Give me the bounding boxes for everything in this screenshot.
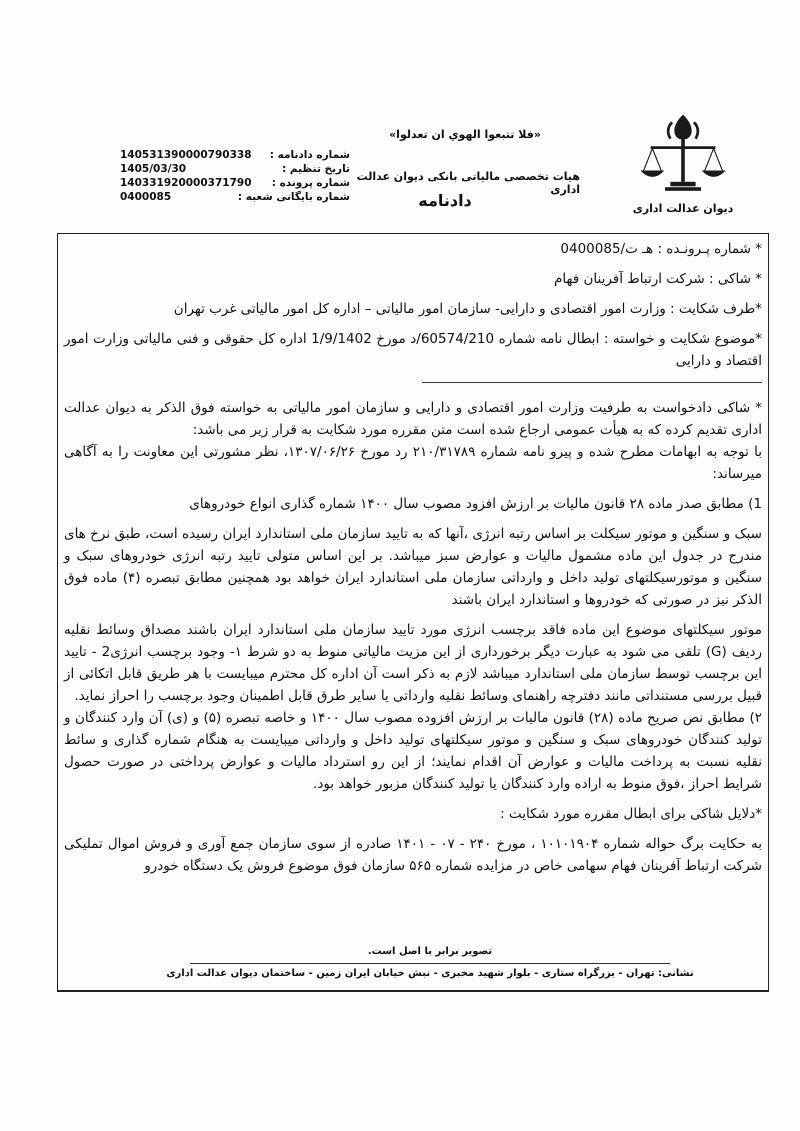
basmala-verse: «فلا تتبعوا الهوي ان تعدلوا»: [389, 128, 541, 141]
meta-label: شماره بایگانی شعبه :: [237, 191, 350, 203]
meta-row-date: [120, 162, 350, 176]
section-divider: [422, 382, 762, 383]
case-subject: *موضوع شکایت و خواسته : ابطال نامه شماره 60574/210/د مورخ 1/9/1402 اداره کل حقوقی و فنی مالیاتی وزارت امور اقتصاد و دارایی: [64, 331, 762, 369]
body-intro: * شاکی دادخواست به طرفیت وزارت امور اقتصادی و دارایی و سازمان امور مالیاتی به خواسته فوق الذکر به دیوان عدالت اداری تقدیم کرده که به هیأت عمومی ارجاع شده است متن مقرره مورد شکایت به قرار زیر می باشد:: [64, 400, 762, 439]
meta-label: شماره دادنامه :: [269, 149, 350, 161]
meta-label: تاریخ تنظیم :: [282, 163, 350, 175]
page-footer: [150, 946, 710, 979]
meta-value: 140531390000790338: [120, 149, 252, 161]
paragraph-1-continued: موتور سیکلتهای موضوع این ماده فاقد برچسب انرژی مورد تایید سازمان ملی استاندارد ایران باشند مصداق وسائط نقلیه ردیف (G) تلقی می شود به عبارت دیگر برخورداری از این مزیت مالیاتی منوط به دو شرط ۱- وجود برچسب انرژی2 - تایید این برچسب توسط سازمان ملی استاندارد میباشد لازم به ذکر است آن اداره کل محترم میبایست با هر طریق قابل اتکائی از قبیل بررسی مستنداتی مانند دفترچه راهنمای وسائط نقلیه وارداتی یا سایر طرق قابل اطمینان وجود برچسب را احراز نماید.: [64, 622, 762, 705]
meta-row-verdict-number: [120, 148, 350, 162]
footer-divider: [190, 963, 670, 964]
court-address: نشانی: تهران - بزرگراه ستاری - بلوار شهید مخبری - نبش خیابان ایران زمین - ساختمان دیوان عدالت اداری: [166, 968, 694, 979]
meta-value: 0400085: [120, 191, 172, 203]
case-file-number: * شماره پـرونـده : هـ ت/0400085: [560, 241, 762, 257]
document-body: [64, 238, 762, 877]
frame-bottom-rule: [57, 990, 769, 992]
body-reference: با توجه به ابهامات مطرح شده و پیرو نامه شماره ۲۱۰/۳۱۷۸۹ رد مورخ ۱۳۰۷/۰۶/۲۶، نظر مشورتی این معاونت را به آگاهی میرساند:: [64, 444, 762, 483]
paragraph-2: ۲) مطابق نص صریح ماده (۲۸) قانون مالیات بر ارزش افزوده مصوب سال ۱۴۰۰ و خاصه تبصره (۵) و (ی) آن وارد کنندگان و تولید کنندگان خودروهای سبک و سنگین و موتور سیکلتهای تولید داخل و وارداتی میبایست به هنگام شماره گذاری و سائط نقلیه نسبت به پرداخت مالیات و عوارض آن اقدام نمایند؛ از این رو استرداد مالیات و عوارض پرداختی در صورت حصول شرایط احراز ،فوق منوط به اراده وارد کنندگان یا تولید کنندگان مزبور خواهد بود.: [64, 710, 763, 793]
reasons-heading: *دلایل شاکی برای ابطال مقرره مورد شکایت :: [500, 806, 762, 823]
court-name: دیوان عدالت اداری: [632, 202, 734, 215]
meta-row-archive-number: [120, 190, 350, 204]
case-metadata: [120, 148, 350, 204]
board-title: هیات تخصصی مالیاتی بانکی دیوان عدالت اداری: [356, 170, 580, 196]
scales-of-justice-icon: [638, 108, 728, 198]
certified-copy-note: تصویر برابر با اصل است.: [367, 946, 493, 957]
meta-row-file-number: [120, 176, 350, 190]
meta-value: 1405/03/30: [120, 163, 187, 175]
document-type-title: دادنامه: [418, 191, 472, 210]
paragraph-1-body: سبک و سنگین و موتور سیکلت بر اساس رتبه انرژی ،آنها که به تایید سازمان ملی استاندارد ایران رسیده است، طبق نرخ های مندرج در جدول این ماده مشمول مالیات و عوارض سبز میباشد. بر این اساس متولی تایید رتبه انرژی خودروهای سبک و سنگین و موتورسیکلتهای تولید داخل و وارداتی سازمان ملی استاندارد ایران خواهد بود همچنین مطابق تبصره (۴) ماده فوق الذکر نیز در صورتی که خودروها و استاندارد ایران باشند: [64, 526, 762, 609]
reasons-text: به حکایت برگ حواله شماره ۱۰۱۰۱۹۰۴ ، مورخ ۲۴۰ - ۰۷ - ۱۴۰۱ صادره از سوی سازمان جمع آوری و فروش اموال تملیکی شرکت ارتباط آفرینان فهام سهامی خاص در مزایده شماره ۵۶۵ سازمان فوق موضوع فروش یک دستگاه خودرو: [64, 836, 762, 875]
case-defendant: *طرف شکایت : وزارت امور اقتصادی و دارایی- سازمان امور مالیاتی – اداره کل امور مالیاتی غرب تهران: [173, 301, 762, 317]
court-emblem: [628, 108, 738, 228]
meta-value: 140331920000371790: [120, 177, 252, 189]
meta-label: شماره پرونده :: [271, 177, 350, 189]
paragraph-1-lead: 1) مطابق صدر ماده ۲۸ قانون مالیات بر ارزش افزود مصوب سال ۱۴۰۰ شماره گذاری انواع خودروهای: [189, 496, 762, 513]
case-plaintiff: * شاکی : شرکت ارتباط آفرینان فهام: [554, 271, 762, 287]
